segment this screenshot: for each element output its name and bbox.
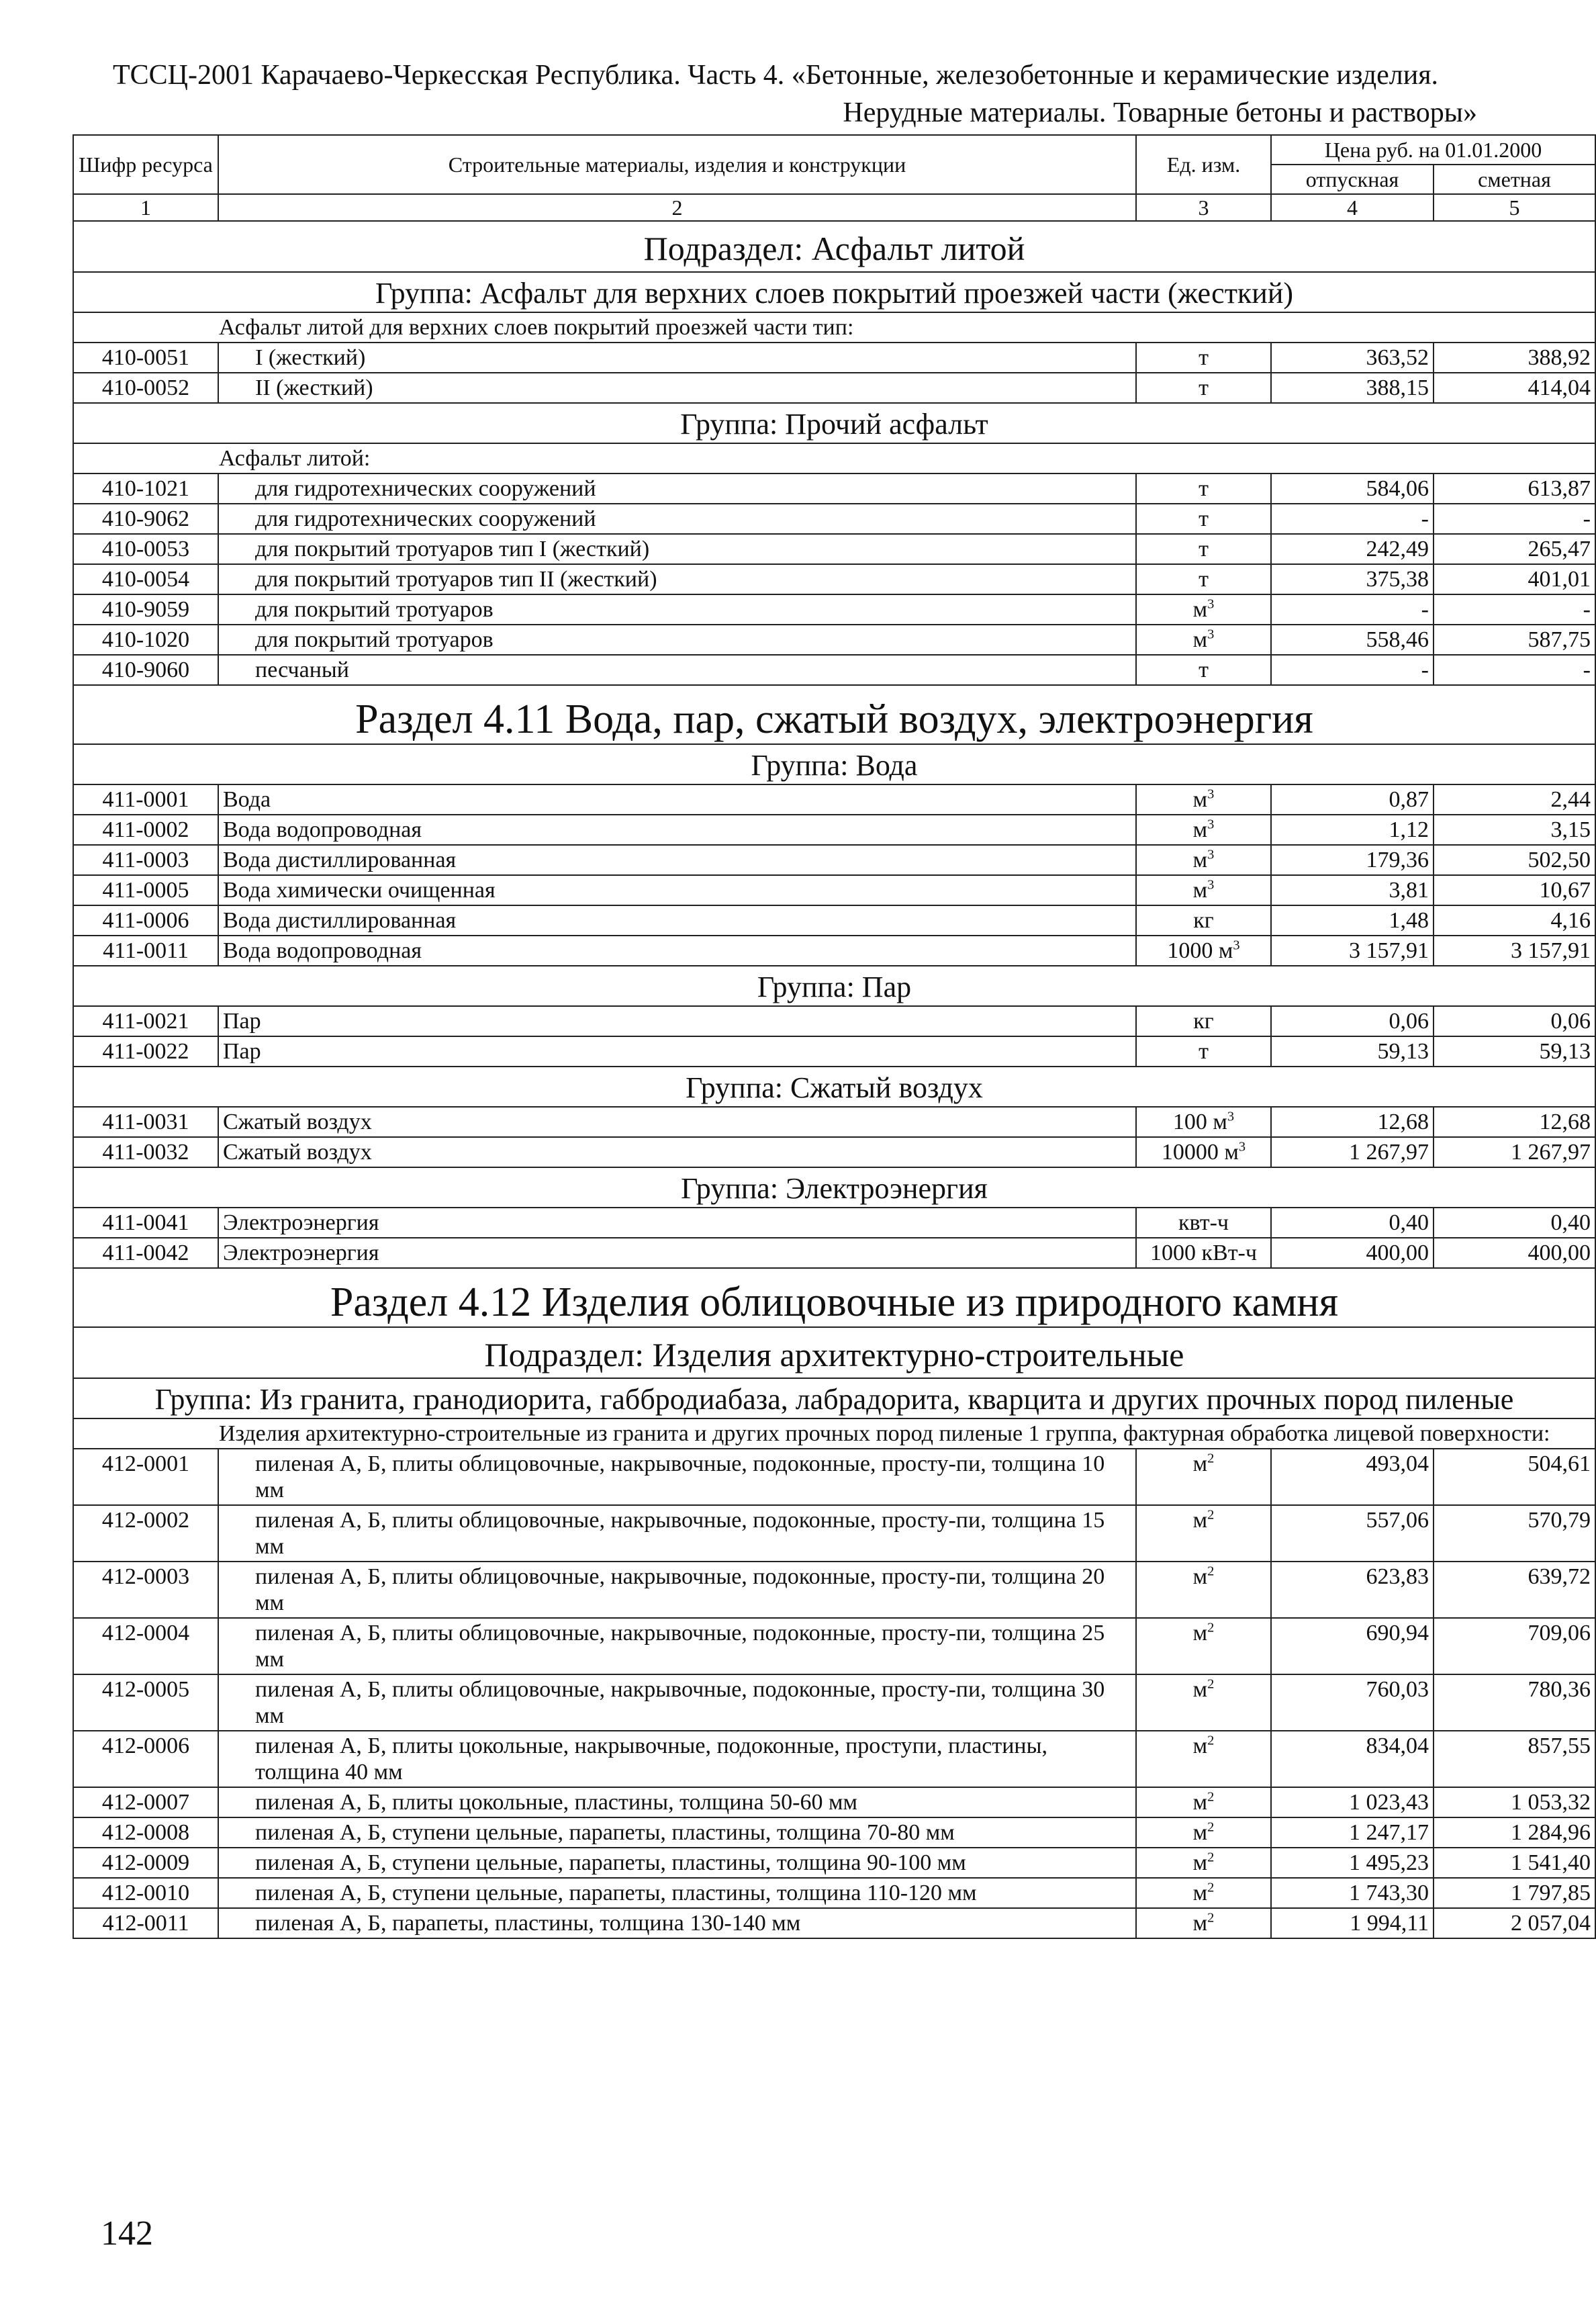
unit-text: м [1192,1451,1208,1476]
unit-text: т [1199,506,1209,531]
table-row [73,1505,1595,1562]
estimate-price: 1 053,32 [1434,1787,1595,1817]
section-heading: Раздел 4.12 Изделия облицовочные из природного камня [73,1268,1595,1327]
col-header-unit: Ед. изм. [1136,135,1271,194]
unit-text: т [1199,658,1209,682]
col-header-price: Цена руб. на 01.01.2000 [1271,135,1595,165]
material-name: Электроэнергия [218,1238,1136,1268]
estimate-price: 3 157,91 [1434,936,1595,966]
unit-cell [1136,1908,1271,1938]
material-name: Сжатый воздух [218,1107,1136,1137]
table-row [73,905,1595,936]
material-name: Вода дистиллированная [218,845,1136,875]
unit-exponent: 2 [1207,1676,1215,1692]
unit-text: кг [1193,1009,1214,1034]
estimate-price: 3,15 [1434,815,1595,845]
material-name: Пар [218,1006,1136,1036]
group-heading: Группа: Прочий асфальт [73,403,1595,443]
col-number: 5 [1434,194,1595,221]
unit-cell [1136,655,1271,685]
unit-exponent: 3 [1233,938,1240,953]
unit-text: 1000 м [1167,938,1233,963]
estimate-price: 0,06 [1434,1006,1595,1036]
unit-text: м [1192,1733,1208,1758]
table-row [73,534,1595,564]
material-name: II (жесткий) [218,373,1136,403]
material-name: Вода [218,784,1136,815]
unit-text: м [1192,1790,1208,1815]
estimate-price: 4,16 [1434,905,1595,936]
unit-exponent: 2 [1207,1819,1215,1835]
group-intro: Изделия архитектурно-строительные из гранита и других прочных пород пиленые 1 группа, фактурная обработка лицевой поверхности: [73,1418,1595,1449]
estimate-price: 1 284,96 [1434,1817,1595,1848]
estimate-price: 0,40 [1434,1208,1595,1238]
table-row [73,1618,1595,1674]
unit-exponent: 3 [1207,877,1215,893]
unit-cell [1136,1674,1271,1731]
document-header [74,56,1477,132]
table-row [73,815,1595,845]
unit-exponent: 2 [1207,1910,1215,1926]
unit-text: м [1192,597,1208,622]
section-heading-row [73,685,1595,744]
unit-text: м [1192,787,1208,812]
release-price: - [1271,594,1434,625]
resource-code: 411-0003 [73,845,218,875]
col-header-release: отпускная [1271,165,1434,194]
intro-row [73,312,1595,343]
resource-code: 411-0031 [73,1107,218,1137]
unit-cell [1136,1238,1271,1268]
unit-cell [1136,1562,1271,1618]
col-header-code: Шифр ресурса [73,135,218,194]
unit-cell [1136,1006,1271,1036]
resource-code: 410-0052 [73,373,218,403]
col-number: 1 [73,194,218,221]
unit-cell [1136,1505,1271,1562]
unit-exponent: 2 [1207,1850,1215,1865]
resource-code: 412-0002 [73,1505,218,1562]
unit-cell [1136,1878,1271,1908]
group-intro: Асфальт литой для верхних слоев покрытий проезжей части тип: [73,312,1595,343]
estimate-price: 1 541,40 [1434,1848,1595,1878]
material-name: I (жесткий) [218,343,1136,373]
table-row [73,473,1595,504]
release-price: - [1271,655,1434,685]
resource-code: 411-0022 [73,1036,218,1067]
material-name: пиленая А, Б, плиты облицовочные, накрывочные, подоконные, просту-пи, толщина 25 мм [218,1618,1136,1674]
table-row [73,1908,1595,1938]
release-price: 760,03 [1271,1674,1434,1731]
estimate-price: 388,92 [1434,343,1595,373]
unit-text: м [1192,1850,1208,1875]
release-price: 584,06 [1271,473,1434,504]
table-row [73,1238,1595,1268]
unit-text: м [1192,1621,1208,1645]
unit-text: т [1199,476,1209,501]
resource-code: 412-0010 [73,1878,218,1908]
price-table [73,134,1596,1939]
unit-cell [1136,1817,1271,1848]
resource-code: 412-0007 [73,1787,218,1817]
table-row [73,1107,1595,1137]
unit-text: м [1192,1881,1208,1905]
estimate-price: 2 057,04 [1434,1908,1595,1938]
release-price: 179,36 [1271,845,1434,875]
unit-text: т [1199,375,1209,400]
unit-text: квт-ч [1178,1210,1229,1235]
resource-code: 410-9059 [73,594,218,625]
unit-text: м [1192,1508,1208,1533]
group-heading-row [73,1167,1595,1208]
table-row [73,845,1595,875]
unit-text: т [1199,1039,1209,1064]
material-name: для гидротехнических сооружений [218,473,1136,504]
estimate-price: 414,04 [1434,373,1595,403]
estimate-price: 780,36 [1434,1674,1595,1731]
unit-text: м [1192,817,1208,842]
release-price: 0,40 [1271,1208,1434,1238]
unit-text: т [1199,345,1209,370]
estimate-price: 401,01 [1434,564,1595,594]
unit-exponent: 3 [1207,627,1215,642]
release-price: 493,04 [1271,1449,1434,1505]
estimate-price: 59,13 [1434,1036,1595,1067]
material-name: для покрытий тротуаров [218,594,1136,625]
release-price: 1 267,97 [1271,1137,1434,1167]
unit-text: м [1192,1677,1208,1702]
release-price: 12,68 [1271,1107,1434,1137]
table-row [73,655,1595,685]
unit-cell [1136,594,1271,625]
release-price: 1 743,30 [1271,1878,1434,1908]
unit-cell [1136,845,1271,875]
material-name: для гидротехнических сооружений [218,504,1136,534]
header-line-2: Нерудные материалы. Товарные бетоны и растворы» [843,97,1477,128]
unit-cell [1136,625,1271,655]
unit-cell [1136,936,1271,966]
unit-cell [1136,1731,1271,1787]
unit-cell [1136,1137,1271,1167]
resource-code: 411-0021 [73,1006,218,1036]
unit-exponent: 2 [1207,1733,1215,1748]
table-row [73,1208,1595,1238]
unit-cell [1136,1848,1271,1878]
material-name: пиленая А, Б, парапеты, пластины, толщина 130-140 мм [218,1908,1136,1938]
table-row [73,1878,1595,1908]
resource-code: 411-0042 [73,1238,218,1268]
unit-cell [1136,875,1271,905]
resource-code: 411-0011 [73,936,218,966]
group-heading: Группа: Вода [73,744,1595,784]
release-price: 363,52 [1271,343,1434,373]
release-price: 3 157,91 [1271,936,1434,966]
group-heading-row [73,1378,1595,1418]
unit-cell [1136,373,1271,403]
unit-cell [1136,1449,1271,1505]
unit-exponent: 2 [1207,1507,1215,1523]
table-row [73,784,1595,815]
unit-text: м [1192,1820,1208,1845]
group-heading-row [73,1067,1595,1107]
unit-exponent: 3 [1227,1109,1235,1124]
table-row [73,373,1595,403]
release-price: 375,38 [1271,564,1434,594]
unit-cell [1136,905,1271,936]
material-name: пиленая А, Б, плиты цокольные, накрывочные, подоконные, проступи, пластины, толщина 40 мм [218,1731,1136,1787]
resource-code: 412-0001 [73,1449,218,1505]
group-heading-row [73,403,1595,443]
unit-exponent: 3 [1207,596,1215,612]
subsection-heading-row [73,221,1595,272]
subsection-heading-row [73,1327,1595,1378]
release-price: 1,12 [1271,815,1434,845]
table-row [73,1731,1595,1787]
unit-exponent: 3 [1207,847,1215,862]
estimate-price: 1 267,97 [1434,1137,1595,1167]
resource-code: 410-0051 [73,343,218,373]
material-name: для покрытий тротуаров [218,625,1136,655]
material-name: Вода водопроводная [218,815,1136,845]
estimate-price: - [1434,504,1595,534]
release-price: 1 994,11 [1271,1908,1434,1938]
table-row [73,875,1595,905]
intro-row [73,443,1595,473]
material-name: пиленая А, Б, плиты облицовочные, накрывочные, подоконные, просту-пи, толщина 20 мм [218,1562,1136,1618]
unit-text: м [1192,878,1208,903]
estimate-price: 613,87 [1434,473,1595,504]
release-price: 1 495,23 [1271,1848,1434,1878]
unit-cell [1136,473,1271,504]
unit-cell [1136,1208,1271,1238]
unit-cell [1136,1787,1271,1817]
estimate-price: 1 797,85 [1434,1878,1595,1908]
material-name: Пар [218,1036,1136,1067]
col-number: 3 [1136,194,1271,221]
material-name: Вода химически очищенная [218,875,1136,905]
unit-cell [1136,1618,1271,1674]
unit-text: т [1199,537,1209,561]
unit-exponent: 2 [1207,1789,1215,1805]
unit-text: м [1192,848,1208,872]
unit-cell [1136,504,1271,534]
resource-code: 411-0032 [73,1137,218,1167]
group-heading: Группа: Сжатый воздух [73,1067,1595,1107]
estimate-price: 587,75 [1434,625,1595,655]
group-heading-row [73,744,1595,784]
estimate-price: 2,44 [1434,784,1595,815]
release-price: 400,00 [1271,1238,1434,1268]
resource-code: 412-0004 [73,1618,218,1674]
table-row [73,1449,1595,1505]
material-name: песчаный [218,655,1136,685]
unit-text: 1000 кВт-ч [1150,1240,1257,1265]
release-price: - [1271,504,1434,534]
resource-code: 412-0005 [73,1674,218,1731]
material-name: Вода водопроводная [218,936,1136,966]
estimate-price: 639,72 [1434,1562,1595,1618]
group-heading-row [73,966,1595,1006]
estimate-price: 502,50 [1434,845,1595,875]
header-line-1: ТССЦ-2001 Карачаево-Черкесская Республика. Часть 4. «Бетонные, железобетонные и керамические изделия. [112,60,1439,91]
unit-exponent: 2 [1207,1620,1215,1635]
release-price: 242,49 [1271,534,1434,564]
release-price: 1 247,17 [1271,1817,1434,1848]
unit-text: т [1199,567,1209,592]
group-heading: Группа: Пар [73,966,1595,1006]
estimate-price: 857,55 [1434,1731,1595,1787]
resource-code: 410-9062 [73,504,218,534]
material-name: для покрытий тротуаров тип II (жесткий) [218,564,1136,594]
unit-exponent: 3 [1238,1139,1246,1155]
table-row [73,1674,1595,1731]
section-heading: Раздел 4.11 Вода, пар, сжатый воздух, электроэнергия [73,685,1595,744]
resource-code: 412-0006 [73,1731,218,1787]
resource-code: 412-0009 [73,1848,218,1878]
table-row [73,343,1595,373]
col-header-name: Строительные материалы, изделия и конструкции [218,135,1136,194]
release-price: 1 023,43 [1271,1787,1434,1817]
estimate-price: 265,47 [1434,534,1595,564]
section-heading-row [73,1268,1595,1327]
release-price: 388,15 [1271,373,1434,403]
table-row [73,1787,1595,1817]
resource-code: 410-9060 [73,655,218,685]
unit-text: м [1192,1911,1208,1936]
material-name: Вода дистиллированная [218,905,1136,936]
unit-exponent: 3 [1207,817,1215,832]
material-name: пиленая А, Б, плиты облицовочные, накрывочные, подоконные, просту-пи, толщина 10 мм [218,1449,1136,1505]
table-row [73,936,1595,966]
estimate-price: 709,06 [1434,1618,1595,1674]
unit-text: 10000 м [1161,1140,1239,1165]
intro-row [73,1418,1595,1449]
unit-cell [1136,534,1271,564]
table-row [73,504,1595,534]
table-body [73,221,1595,1938]
estimate-price: 12,68 [1434,1107,1595,1137]
resource-code: 412-0008 [73,1817,218,1848]
unit-exponent: 2 [1207,1564,1215,1579]
material-name: пиленая А, Б, плиты облицовочные, накрывочные, подоконные, просту-пи, толщина 15 мм [218,1505,1136,1562]
estimate-price: 10,67 [1434,875,1595,905]
col-number: 2 [218,194,1136,221]
release-price: 690,94 [1271,1618,1434,1674]
material-name: пиленая А, Б, ступени цельные, парапеты, пластины, толщина 70-80 мм [218,1817,1136,1848]
resource-code: 412-0011 [73,1908,218,1938]
material-name: пиленая А, Б, ступени цельные, парапеты, пластины, толщина 110-120 мм [218,1878,1136,1908]
group-heading: Группа: Электроэнергия [73,1167,1595,1208]
resource-code: 410-1021 [73,473,218,504]
resource-code: 411-0041 [73,1208,218,1238]
resource-code: 410-0054 [73,564,218,594]
release-price: 59,13 [1271,1036,1434,1067]
estimate-price: 400,00 [1434,1238,1595,1268]
unit-exponent: 3 [1207,786,1215,802]
unit-text: м [1192,1564,1208,1589]
resource-code: 411-0002 [73,815,218,845]
subsection-heading: Подраздел: Асфальт литой [73,221,1595,272]
resource-code: 411-0005 [73,875,218,905]
unit-text: м [1192,627,1208,652]
page-number: 142 [101,2214,153,2253]
group-heading: Группа: Асфальт для верхних слоев покрытий проезжей части (жесткий) [73,272,1595,312]
table-row [73,564,1595,594]
material-name: пиленая А, Б, плиты облицовочные, накрывочные, подоконные, просту-пи, толщина 30 мм [218,1674,1136,1731]
resource-code: 410-1020 [73,625,218,655]
release-price: 3,81 [1271,875,1434,905]
material-name: для покрытий тротуаров тип I (жесткий) [218,534,1136,564]
unit-cell [1136,1036,1271,1067]
estimate-price: 504,61 [1434,1449,1595,1505]
unit-cell [1136,784,1271,815]
material-name: Сжатый воздух [218,1137,1136,1167]
table-row [73,1036,1595,1067]
resource-code: 412-0003 [73,1562,218,1618]
estimate-price: - [1434,594,1595,625]
estimate-price: - [1434,655,1595,685]
table-row [73,1817,1595,1848]
col-header-estimate: сметная [1434,165,1595,194]
resource-code: 411-0006 [73,905,218,936]
table-row [73,1006,1595,1036]
subsection-heading: Подраздел: Изделия архитектурно-строительные [73,1327,1595,1378]
table-row [73,625,1595,655]
unit-cell [1136,815,1271,845]
resource-code: 411-0001 [73,784,218,815]
unit-exponent: 2 [1207,1451,1215,1466]
unit-text: кг [1193,908,1214,933]
unit-cell [1136,343,1271,373]
material-name: пиленая А, Б, ступени цельные, парапеты, пластины, толщина 90-100 мм [218,1848,1136,1878]
estimate-price: 570,79 [1434,1505,1595,1562]
release-price: 623,83 [1271,1562,1434,1618]
material-name: пиленая А, Б, плиты цокольные, пластины, толщина 50-60 мм [218,1787,1136,1817]
group-heading: Группа: Из гранита, гранодиорита, габбродиабаза, лабрадорита, кварцита и других прочных пород пиленые [73,1378,1595,1418]
resource-code: 410-0053 [73,534,218,564]
release-price: 558,46 [1271,625,1434,655]
release-price: 834,04 [1271,1731,1434,1787]
release-price: 557,06 [1271,1505,1434,1562]
unit-text: 100 м [1172,1110,1227,1134]
release-price: 0,87 [1271,784,1434,815]
table-row [73,1562,1595,1618]
unit-cell [1136,1107,1271,1137]
table-row [73,1848,1595,1878]
release-price: 0,06 [1271,1006,1434,1036]
table-row [73,1137,1595,1167]
unit-exponent: 2 [1207,1880,1215,1895]
group-intro: Асфальт литой: [73,443,1595,473]
col-number: 4 [1271,194,1434,221]
material-name: Электроэнергия [218,1208,1136,1238]
table-row [73,594,1595,625]
release-price: 1,48 [1271,905,1434,936]
group-heading-row [73,272,1595,312]
unit-cell [1136,564,1271,594]
